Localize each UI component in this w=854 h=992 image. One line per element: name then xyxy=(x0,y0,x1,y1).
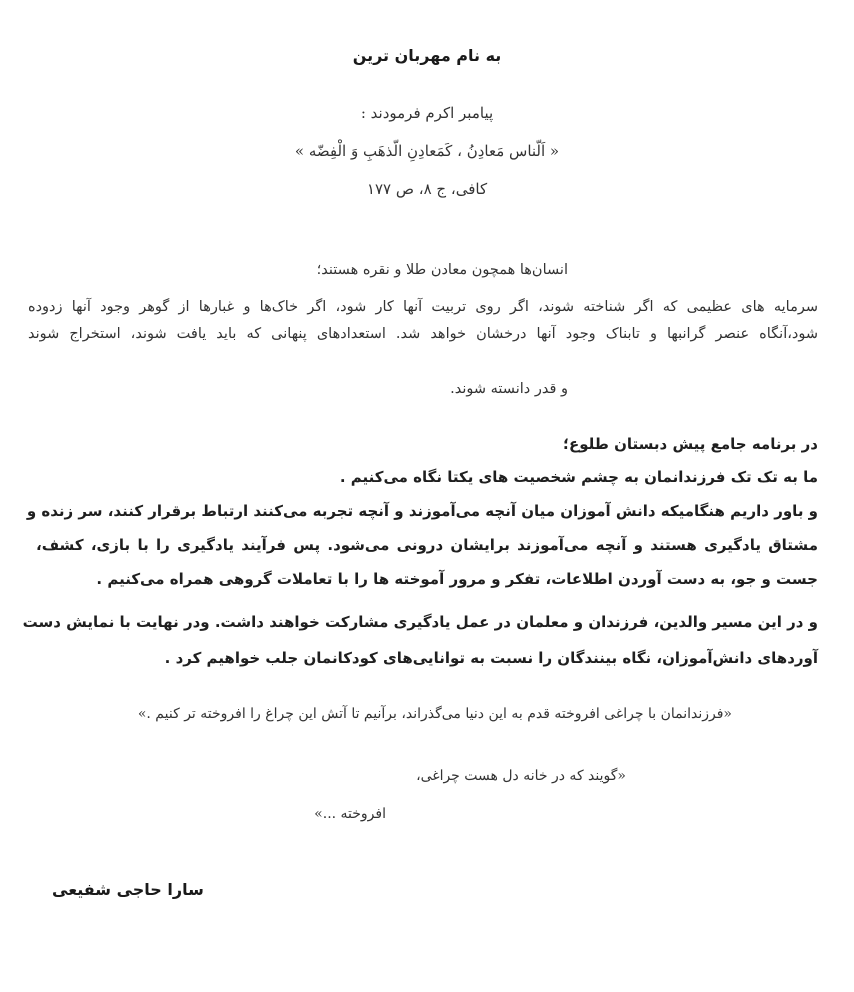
paragraph1-line1: انسان‌ها همچون معادن طلا و نقره هستند؛ xyxy=(316,262,568,278)
poem-line2: افروخته ...» xyxy=(314,806,386,822)
participation-section xyxy=(22,610,818,671)
page-title: به نام مهربان ترین xyxy=(352,46,502,65)
program-section xyxy=(26,432,818,592)
program-heading: در برنامه جامع پیش دبستان طلوع؛ xyxy=(562,435,818,453)
program-line4: مشتاق یادگیری هستند و آنچه می‌آموزند برایشان درونی می‌شود. پس فرآیند یادگیری را با بازی، کشف، xyxy=(36,536,818,554)
paragraph1-line3: شود،آنگاه عنصر گرانبها و تابناک وجود آنها درخشان خواهد شد. استعدادهای پنهانی که باید یافت شوند، استخراج شوند xyxy=(28,326,818,342)
author-signature: سارا حاجی شفیعی xyxy=(52,880,204,899)
hadith-intro: پیامبر اکرم فرمودند : xyxy=(360,104,494,122)
hadith-arabic-text: « اَلّناس مَعادِنُ ، کَمَعادِنِ الّذهَبِ وَ الْفِضّه » xyxy=(294,142,560,160)
hadith-source: کافی، ج ۸، ص ۱۷۷ xyxy=(366,180,488,198)
participation-line1: و در این مسیر والدین، فرزندان و معلمان در عمل یادگیری مشارکت خواهند داشت. ودر نهایت با نمایش دست xyxy=(22,613,818,631)
paragraph1-line2: سرمایه های عظیمی که اگر شناخته شوند، اگر روی تربیت آنها کار شود، اگر خاک‌ها و غبارها از گوهر وجود آنها زدوده xyxy=(28,299,818,315)
program-line2: ما به تک تک فرزندانمان به چشم شخصیت های یکتا نگاه می‌کنیم . xyxy=(339,468,818,486)
program-line3: و باور داریم هنگامیکه دانش آموزان میان آنچه می‌آموزند و آنچه تجربه می‌کنند ارتباط برقرار کنند، سر زنده و xyxy=(26,502,818,520)
paragraph1-body xyxy=(28,294,818,348)
participation-line2: آوردهای دانش‌آموزان، نگاه بینندگان را نسبت به توانایی‌های کودکانمان جلب خواهیم کرد . xyxy=(164,649,818,667)
poem-line1: «گویند که در خانه دل هست چراغی، xyxy=(416,768,626,784)
paragraph1-line4: و قدر دانسته شوند. xyxy=(450,381,568,397)
program-line5: جست و جو، به دست آوردن اطلاعات، تفکر و مرور آموخته ها را با تعاملات گروهی همراه می‌کنیم . xyxy=(96,570,818,588)
closing-quote: «فرزندانمان با چراغی افروخته قدم به این دنیا می‌گذراند، برآنیم تا آتش این چراغ را افروخته تر کنیم .» xyxy=(137,706,732,722)
